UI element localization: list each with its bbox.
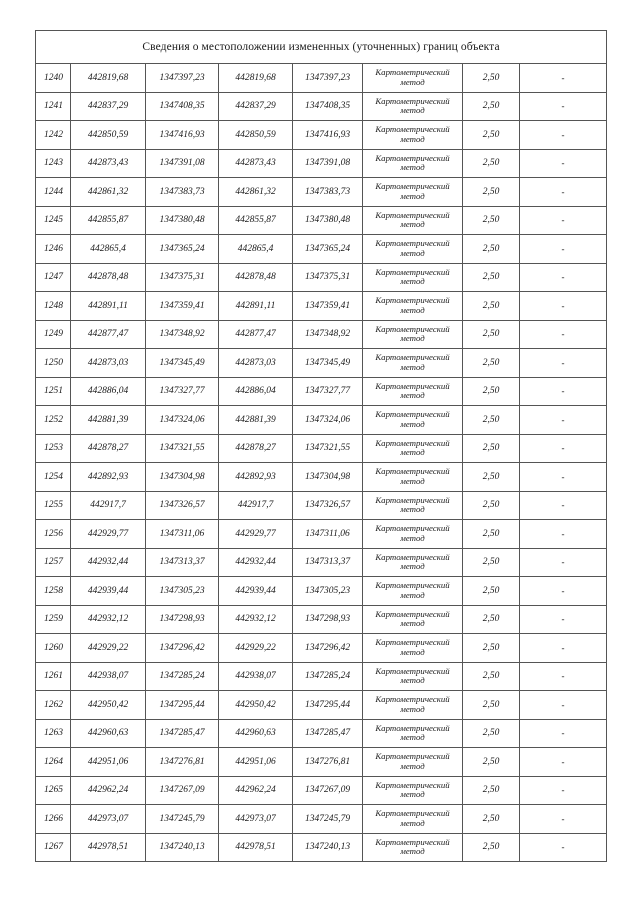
- table-row: [36, 178, 607, 207]
- table-row: [36, 719, 607, 748]
- note-cell: -: [520, 634, 607, 663]
- point-number: 1257: [36, 548, 71, 577]
- existing-y-coordinate: 1347313,37: [146, 548, 219, 577]
- refined-x-coordinate: 442861,32: [219, 178, 293, 207]
- table-row: [36, 605, 607, 634]
- existing-x-coordinate: 442878,27: [71, 434, 146, 463]
- refined-x-coordinate: 442950,42: [219, 691, 293, 720]
- accuracy-value: 2,50: [463, 748, 520, 777]
- refined-x-coordinate: 442873,03: [219, 349, 293, 378]
- refined-x-coordinate: 442938,07: [219, 662, 293, 691]
- existing-x-coordinate: 442950,42: [71, 691, 146, 720]
- determination-method: Картометрический метод: [363, 178, 463, 207]
- note-cell: -: [520, 491, 607, 520]
- existing-x-coordinate: 442929,77: [71, 520, 146, 549]
- determination-method: Картометрический метод: [363, 121, 463, 150]
- determination-method: Картометрический метод: [363, 719, 463, 748]
- refined-x-coordinate: 442973,07: [219, 805, 293, 834]
- refined-x-coordinate: 442917,7: [219, 491, 293, 520]
- determination-method: Картометрический метод: [363, 577, 463, 606]
- refined-x-coordinate: 442932,44: [219, 548, 293, 577]
- determination-method: Картометрический метод: [363, 463, 463, 492]
- accuracy-value: 2,50: [463, 406, 520, 435]
- refined-y-coordinate: 1347327,77: [293, 377, 363, 406]
- refined-y-coordinate: 1347380,48: [293, 206, 363, 235]
- accuracy-value: 2,50: [463, 463, 520, 492]
- refined-y-coordinate: 1347348,92: [293, 320, 363, 349]
- existing-y-coordinate: 1347408,35: [146, 92, 219, 121]
- point-number: 1261: [36, 662, 71, 691]
- refined-x-coordinate: 442878,27: [219, 434, 293, 463]
- table-row: [36, 805, 607, 834]
- refined-x-coordinate: 442929,22: [219, 634, 293, 663]
- table-row: [36, 691, 607, 720]
- refined-y-coordinate: 1347383,73: [293, 178, 363, 207]
- table-row: [36, 776, 607, 805]
- accuracy-value: 2,50: [463, 520, 520, 549]
- note-cell: -: [520, 349, 607, 378]
- point-number: 1241: [36, 92, 71, 121]
- existing-y-coordinate: 1347383,73: [146, 178, 219, 207]
- point-number: 1244: [36, 178, 71, 207]
- existing-x-coordinate: 442932,44: [71, 548, 146, 577]
- point-number: 1245: [36, 206, 71, 235]
- refined-x-coordinate: 442951,06: [219, 748, 293, 777]
- refined-x-coordinate: 442878,48: [219, 263, 293, 292]
- refined-x-coordinate: 442892,93: [219, 463, 293, 492]
- table-row: [36, 149, 607, 178]
- refined-x-coordinate: 442886,04: [219, 377, 293, 406]
- table-row: [36, 64, 607, 93]
- determination-method: Картометрический метод: [363, 263, 463, 292]
- existing-x-coordinate: 442892,93: [71, 463, 146, 492]
- table-row: [36, 206, 607, 235]
- accuracy-value: 2,50: [463, 377, 520, 406]
- boundary-table: [35, 30, 607, 862]
- accuracy-value: 2,50: [463, 92, 520, 121]
- refined-y-coordinate: 1347304,98: [293, 463, 363, 492]
- existing-y-coordinate: 1347324,06: [146, 406, 219, 435]
- refined-x-coordinate: 442978,51: [219, 833, 293, 862]
- point-number: 1260: [36, 634, 71, 663]
- determination-method: Картометрический метод: [363, 235, 463, 264]
- existing-y-coordinate: 1347285,24: [146, 662, 219, 691]
- note-cell: -: [520, 719, 607, 748]
- accuracy-value: 2,50: [463, 634, 520, 663]
- existing-x-coordinate: 442938,07: [71, 662, 146, 691]
- note-cell: -: [520, 463, 607, 492]
- refined-x-coordinate: 442932,12: [219, 605, 293, 634]
- accuracy-value: 2,50: [463, 691, 520, 720]
- existing-y-coordinate: 1347245,79: [146, 805, 219, 834]
- refined-x-coordinate: 442855,87: [219, 206, 293, 235]
- accuracy-value: 2,50: [463, 263, 520, 292]
- refined-x-coordinate: 442881,39: [219, 406, 293, 435]
- existing-y-coordinate: 1347326,57: [146, 491, 219, 520]
- accuracy-value: 2,50: [463, 64, 520, 93]
- determination-method: Картометрический метод: [363, 605, 463, 634]
- accuracy-value: 2,50: [463, 491, 520, 520]
- existing-x-coordinate: 442865,4: [71, 235, 146, 264]
- point-number: 1252: [36, 406, 71, 435]
- refined-y-coordinate: 1347326,57: [293, 491, 363, 520]
- determination-method: Картометрический метод: [363, 491, 463, 520]
- refined-y-coordinate: 1347365,24: [293, 235, 363, 264]
- refined-y-coordinate: 1347305,23: [293, 577, 363, 606]
- note-cell: -: [520, 577, 607, 606]
- determination-method: Картометрический метод: [363, 748, 463, 777]
- table-row: [36, 520, 607, 549]
- accuracy-value: 2,50: [463, 605, 520, 634]
- point-number: 1240: [36, 64, 71, 93]
- refined-y-coordinate: 1347240,13: [293, 833, 363, 862]
- existing-y-coordinate: 1347311,06: [146, 520, 219, 549]
- determination-method: Картометрический метод: [363, 92, 463, 121]
- note-cell: -: [520, 520, 607, 549]
- existing-y-coordinate: 1347380,48: [146, 206, 219, 235]
- note-cell: -: [520, 292, 607, 321]
- point-number: 1254: [36, 463, 71, 492]
- existing-y-coordinate: 1347276,81: [146, 748, 219, 777]
- existing-x-coordinate: 442932,12: [71, 605, 146, 634]
- existing-x-coordinate: 442819,68: [71, 64, 146, 93]
- refined-x-coordinate: 442850,59: [219, 121, 293, 150]
- existing-x-coordinate: 442978,51: [71, 833, 146, 862]
- table-row: [36, 463, 607, 492]
- accuracy-value: 2,50: [463, 776, 520, 805]
- point-number: 1247: [36, 263, 71, 292]
- table-row: [36, 577, 607, 606]
- determination-method: Картометрический метод: [363, 833, 463, 862]
- note-cell: -: [520, 377, 607, 406]
- existing-x-coordinate: 442960,63: [71, 719, 146, 748]
- accuracy-value: 2,50: [463, 805, 520, 834]
- existing-y-coordinate: 1347240,13: [146, 833, 219, 862]
- point-number: 1255: [36, 491, 71, 520]
- refined-y-coordinate: 1347285,24: [293, 662, 363, 691]
- refined-x-coordinate: 442960,63: [219, 719, 293, 748]
- point-number: 1248: [36, 292, 71, 321]
- table-row: [36, 833, 607, 862]
- existing-y-coordinate: 1347327,77: [146, 377, 219, 406]
- existing-x-coordinate: 442917,7: [71, 491, 146, 520]
- accuracy-value: 2,50: [463, 349, 520, 378]
- accuracy-value: 2,50: [463, 320, 520, 349]
- existing-y-coordinate: 1347296,42: [146, 634, 219, 663]
- existing-y-coordinate: 1347267,09: [146, 776, 219, 805]
- existing-y-coordinate: 1347348,92: [146, 320, 219, 349]
- existing-x-coordinate: 442881,39: [71, 406, 146, 435]
- note-cell: -: [520, 64, 607, 93]
- refined-y-coordinate: 1347298,93: [293, 605, 363, 634]
- refined-y-coordinate: 1347324,06: [293, 406, 363, 435]
- refined-y-coordinate: 1347267,09: [293, 776, 363, 805]
- table-row: [36, 377, 607, 406]
- existing-x-coordinate: 442861,32: [71, 178, 146, 207]
- accuracy-value: 2,50: [463, 577, 520, 606]
- determination-method: Картометрический метод: [363, 434, 463, 463]
- point-number: 1246: [36, 235, 71, 264]
- existing-x-coordinate: 442891,11: [71, 292, 146, 321]
- point-number: 1266: [36, 805, 71, 834]
- refined-y-coordinate: 1347311,06: [293, 520, 363, 549]
- determination-method: Картометрический метод: [363, 64, 463, 93]
- point-number: 1243: [36, 149, 71, 178]
- note-cell: -: [520, 149, 607, 178]
- refined-x-coordinate: 442837,29: [219, 92, 293, 121]
- note-cell: -: [520, 776, 607, 805]
- point-number: 1267: [36, 833, 71, 862]
- existing-x-coordinate: 442855,87: [71, 206, 146, 235]
- table-row: [36, 406, 607, 435]
- refined-y-coordinate: 1347296,42: [293, 634, 363, 663]
- refined-y-coordinate: 1347397,23: [293, 64, 363, 93]
- point-number: 1249: [36, 320, 71, 349]
- table-row: [36, 349, 607, 378]
- refined-y-coordinate: 1347276,81: [293, 748, 363, 777]
- document-page: [35, 30, 606, 862]
- point-number: 1258: [36, 577, 71, 606]
- accuracy-value: 2,50: [463, 833, 520, 862]
- point-number: 1251: [36, 377, 71, 406]
- point-number: 1265: [36, 776, 71, 805]
- determination-method: Картометрический метод: [363, 149, 463, 178]
- table-row: [36, 662, 607, 691]
- note-cell: -: [520, 805, 607, 834]
- refined-y-coordinate: 1347391,08: [293, 149, 363, 178]
- refined-x-coordinate: 442819,68: [219, 64, 293, 93]
- existing-y-coordinate: 1347397,23: [146, 64, 219, 93]
- table-row: [36, 748, 607, 777]
- existing-y-coordinate: 1347359,41: [146, 292, 219, 321]
- refined-y-coordinate: 1347375,31: [293, 263, 363, 292]
- table-row: [36, 92, 607, 121]
- accuracy-value: 2,50: [463, 206, 520, 235]
- existing-y-coordinate: 1347298,93: [146, 605, 219, 634]
- refined-x-coordinate: 442865,4: [219, 235, 293, 264]
- point-number: 1250: [36, 349, 71, 378]
- point-number: 1253: [36, 434, 71, 463]
- point-number: 1242: [36, 121, 71, 150]
- note-cell: -: [520, 691, 607, 720]
- existing-y-coordinate: 1347305,23: [146, 577, 219, 606]
- existing-x-coordinate: 442973,07: [71, 805, 146, 834]
- table-row: [36, 320, 607, 349]
- note-cell: -: [520, 833, 607, 862]
- existing-x-coordinate: 442873,43: [71, 149, 146, 178]
- table-row: [36, 263, 607, 292]
- existing-y-coordinate: 1347365,24: [146, 235, 219, 264]
- point-number: 1259: [36, 605, 71, 634]
- existing-y-coordinate: 1347345,49: [146, 349, 219, 378]
- determination-method: Картометрический метод: [363, 776, 463, 805]
- existing-x-coordinate: 442837,29: [71, 92, 146, 121]
- existing-x-coordinate: 442962,24: [71, 776, 146, 805]
- existing-y-coordinate: 1347416,93: [146, 121, 219, 150]
- existing-x-coordinate: 442877,47: [71, 320, 146, 349]
- accuracy-value: 2,50: [463, 662, 520, 691]
- note-cell: -: [520, 263, 607, 292]
- table-row: [36, 634, 607, 663]
- existing-x-coordinate: 442878,48: [71, 263, 146, 292]
- accuracy-value: 2,50: [463, 121, 520, 150]
- determination-method: Картометрический метод: [363, 805, 463, 834]
- point-number: 1262: [36, 691, 71, 720]
- existing-x-coordinate: 442939,44: [71, 577, 146, 606]
- refined-x-coordinate: 442962,24: [219, 776, 293, 805]
- note-cell: -: [520, 406, 607, 435]
- refined-x-coordinate: 442891,11: [219, 292, 293, 321]
- existing-x-coordinate: 442929,22: [71, 634, 146, 663]
- existing-x-coordinate: 442951,06: [71, 748, 146, 777]
- determination-method: Картометрический метод: [363, 548, 463, 577]
- refined-y-coordinate: 1347245,79: [293, 805, 363, 834]
- existing-x-coordinate: 442886,04: [71, 377, 146, 406]
- existing-y-coordinate: 1347391,08: [146, 149, 219, 178]
- table-title: Сведения о местоположении измененных (уточненных) границ объекта: [36, 31, 607, 64]
- note-cell: -: [520, 320, 607, 349]
- existing-y-coordinate: 1347295,44: [146, 691, 219, 720]
- determination-method: Картометрический метод: [363, 406, 463, 435]
- table-row: [36, 491, 607, 520]
- note-cell: -: [520, 121, 607, 150]
- note-cell: -: [520, 605, 607, 634]
- determination-method: Картометрический метод: [363, 691, 463, 720]
- determination-method: Картометрический метод: [363, 634, 463, 663]
- accuracy-value: 2,50: [463, 719, 520, 748]
- accuracy-value: 2,50: [463, 235, 520, 264]
- refined-x-coordinate: 442939,44: [219, 577, 293, 606]
- note-cell: -: [520, 662, 607, 691]
- determination-method: Картометрический метод: [363, 662, 463, 691]
- note-cell: -: [520, 434, 607, 463]
- table-row: [36, 548, 607, 577]
- accuracy-value: 2,50: [463, 292, 520, 321]
- note-cell: -: [520, 748, 607, 777]
- table-row: [36, 434, 607, 463]
- refined-y-coordinate: 1347313,37: [293, 548, 363, 577]
- point-number: 1263: [36, 719, 71, 748]
- existing-y-coordinate: 1347285,47: [146, 719, 219, 748]
- existing-x-coordinate: 442850,59: [71, 121, 146, 150]
- refined-y-coordinate: 1347345,49: [293, 349, 363, 378]
- refined-x-coordinate: 442877,47: [219, 320, 293, 349]
- determination-method: Картометрический метод: [363, 206, 463, 235]
- accuracy-value: 2,50: [463, 149, 520, 178]
- table-row: [36, 292, 607, 321]
- point-number: 1256: [36, 520, 71, 549]
- point-number: 1264: [36, 748, 71, 777]
- existing-y-coordinate: 1347375,31: [146, 263, 219, 292]
- refined-y-coordinate: 1347285,47: [293, 719, 363, 748]
- existing-y-coordinate: 1347321,55: [146, 434, 219, 463]
- table-row: [36, 235, 607, 264]
- accuracy-value: 2,50: [463, 434, 520, 463]
- refined-x-coordinate: 442873,43: [219, 149, 293, 178]
- refined-y-coordinate: 1347416,93: [293, 121, 363, 150]
- determination-method: Картометрический метод: [363, 377, 463, 406]
- table-header-row: [36, 31, 607, 64]
- refined-x-coordinate: 442929,77: [219, 520, 293, 549]
- determination-method: Картометрический метод: [363, 349, 463, 378]
- existing-x-coordinate: 442873,03: [71, 349, 146, 378]
- determination-method: Картометрический метод: [363, 292, 463, 321]
- existing-y-coordinate: 1347304,98: [146, 463, 219, 492]
- determination-method: Картометрический метод: [363, 320, 463, 349]
- note-cell: -: [520, 548, 607, 577]
- refined-y-coordinate: 1347321,55: [293, 434, 363, 463]
- refined-y-coordinate: 1347408,35: [293, 92, 363, 121]
- note-cell: -: [520, 206, 607, 235]
- table-row: [36, 121, 607, 150]
- note-cell: -: [520, 92, 607, 121]
- refined-y-coordinate: 1347359,41: [293, 292, 363, 321]
- note-cell: -: [520, 235, 607, 264]
- accuracy-value: 2,50: [463, 548, 520, 577]
- refined-y-coordinate: 1347295,44: [293, 691, 363, 720]
- accuracy-value: 2,50: [463, 178, 520, 207]
- determination-method: Картометрический метод: [363, 520, 463, 549]
- note-cell: -: [520, 178, 607, 207]
